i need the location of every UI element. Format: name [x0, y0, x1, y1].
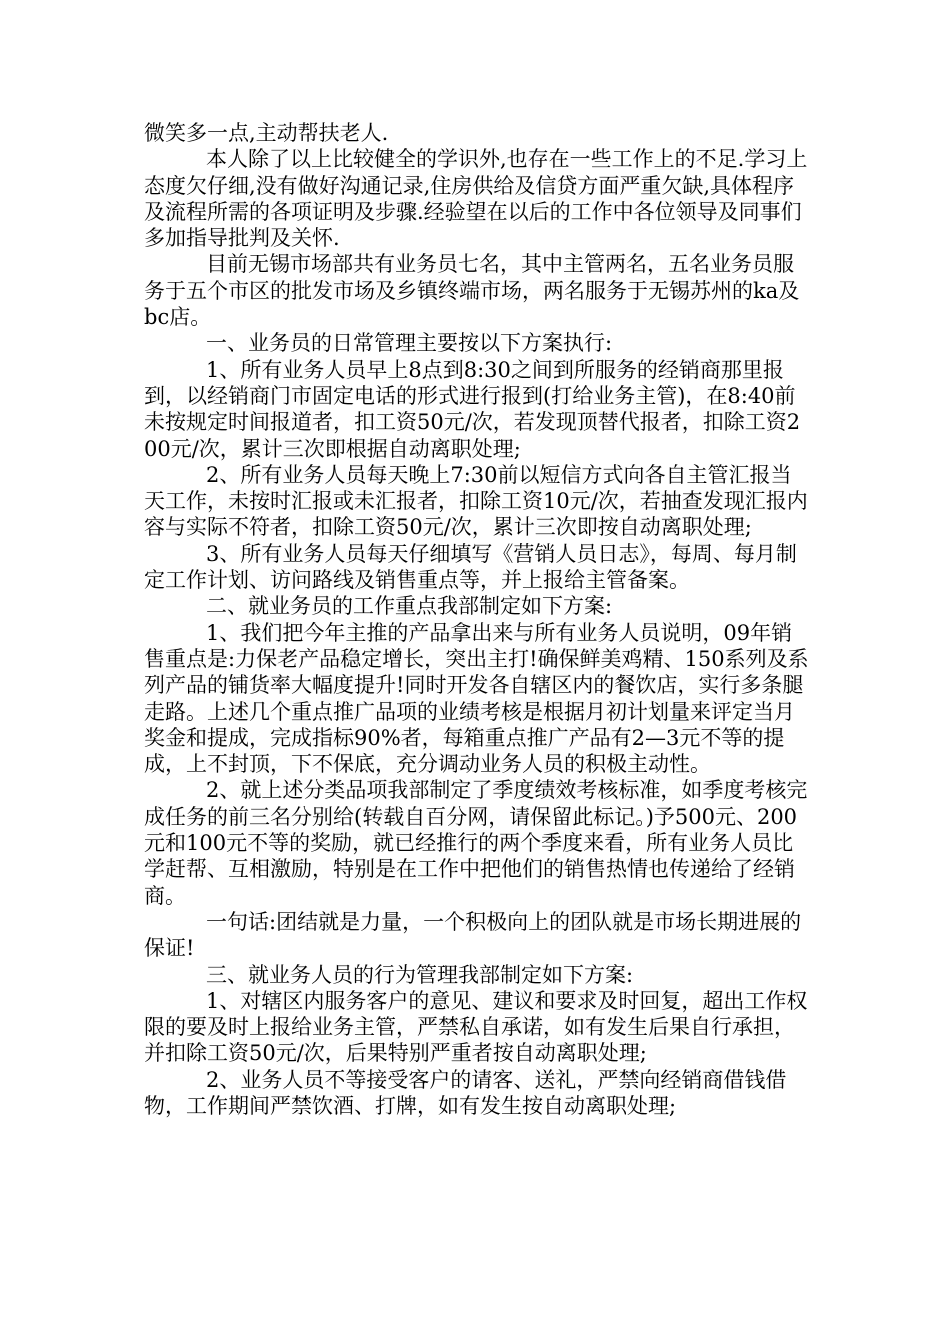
section-heading: 一、业务员的日常管理主要按以下方案执行: — [206, 331, 613, 356]
paragraph: 一句话:团结就是力量，一个积极向上的团队就是市场长期进展的保证! — [144, 909, 802, 961]
paragraph: 1、我们把今年主推的产品拿出来与所有业务人员说明，09年销售重点是:力保老产品稳定增长，突出主打!确保鲜美鸡精、150系列及系列产品的铺货率大幅度提升!同时开发各自辖区内的餐饮店，实行多条腿走路。上述几个重点推广品项的业绩考核是根据月初计划量来评定当月奖金和提成，完成指标90%者，每箱重点推广产品有2—3元不等的提成，上不封顶，下不保底，充分调动业务人员的积极主动性。 — [144, 620, 809, 777]
paragraph: 微笑多一点,主动帮扶老人. — [144, 121, 389, 145]
paragraph: 1、对辖区内服务客户的意见、建议和要求及时回复，超出工作权限的要及时上报给业务主管，严禁私自承诺，如有发生后果自行承担，并扣除工资50元/次，后果特别严重者按自动离职处理; — [144, 988, 808, 1066]
document-body — [144, 120, 810, 1119]
paragraph: 2、业务人员不等接受客户的请客、送礼，严禁向经销商借钱借物，工作期间严禁饮酒、打牌，如有发生按自动离职处理; — [144, 1067, 787, 1118]
paragraph: 3、所有业务人员每天仔细填写《营销人员日志》，每周、每月制定工作计划、访问路线及销售重点等，并上报给主管备案。 — [144, 541, 797, 593]
paragraph: 2、所有业务人员每天晚上7:30前以短信方式向各自主管汇报当天工作，未按时汇报或未汇报者，扣除工资10元/次，若抽查发现汇报内容与实际不符者，扣除工资50元/次，累计三次即按自动离职处理; — [144, 462, 808, 540]
section-heading: 二、就业务员的工作重点我部制定如下方案: — [206, 594, 613, 619]
section-heading: 三、就业务人员的行为管理我部制定如下方案: — [206, 962, 634, 987]
paragraph: 本人除了以上比较健全的学识外,也存在一些工作上的不足.学习上态度欠仔细,没有做好沟通记录,住房供给及信贷方面严重欠缺,具体程序及流程所需的各项证明及步骤.经验望在以后的工作中各位领导及同事们多加指导批判及关怀. — [144, 147, 808, 251]
paragraph: 1、所有业务人员早上8点到8:30之间到所服务的经销商那里报到，以经销商门市固定电话的形式进行报到(打给业务主管)，在8:40前未按规定时间报道者，扣工资50元/次，若发现顶替代报者，扣除工资200元/次，累计三次即根据自动离职处理; — [144, 357, 801, 461]
paragraph: 2、就上述分类品项我部制定了季度绩效考核标准，如季度考核完成任务的前三名分别给(转载自百分网，请保留此标记。)予500元、200元和100元不等的奖励，就已经推行的两个季度来看，所有业务人员比学赶帮、互相激励，特别是在工作中把他们的销售热情也传递给了经销商。 — [144, 778, 808, 908]
paragraph: 目前无锡市场部共有业务员七名，其中主管两名，五名业务员服务于五个市区的批发市场及乡镇终端市场，两名服务于无锡苏州的ka及bc店。 — [144, 252, 800, 330]
